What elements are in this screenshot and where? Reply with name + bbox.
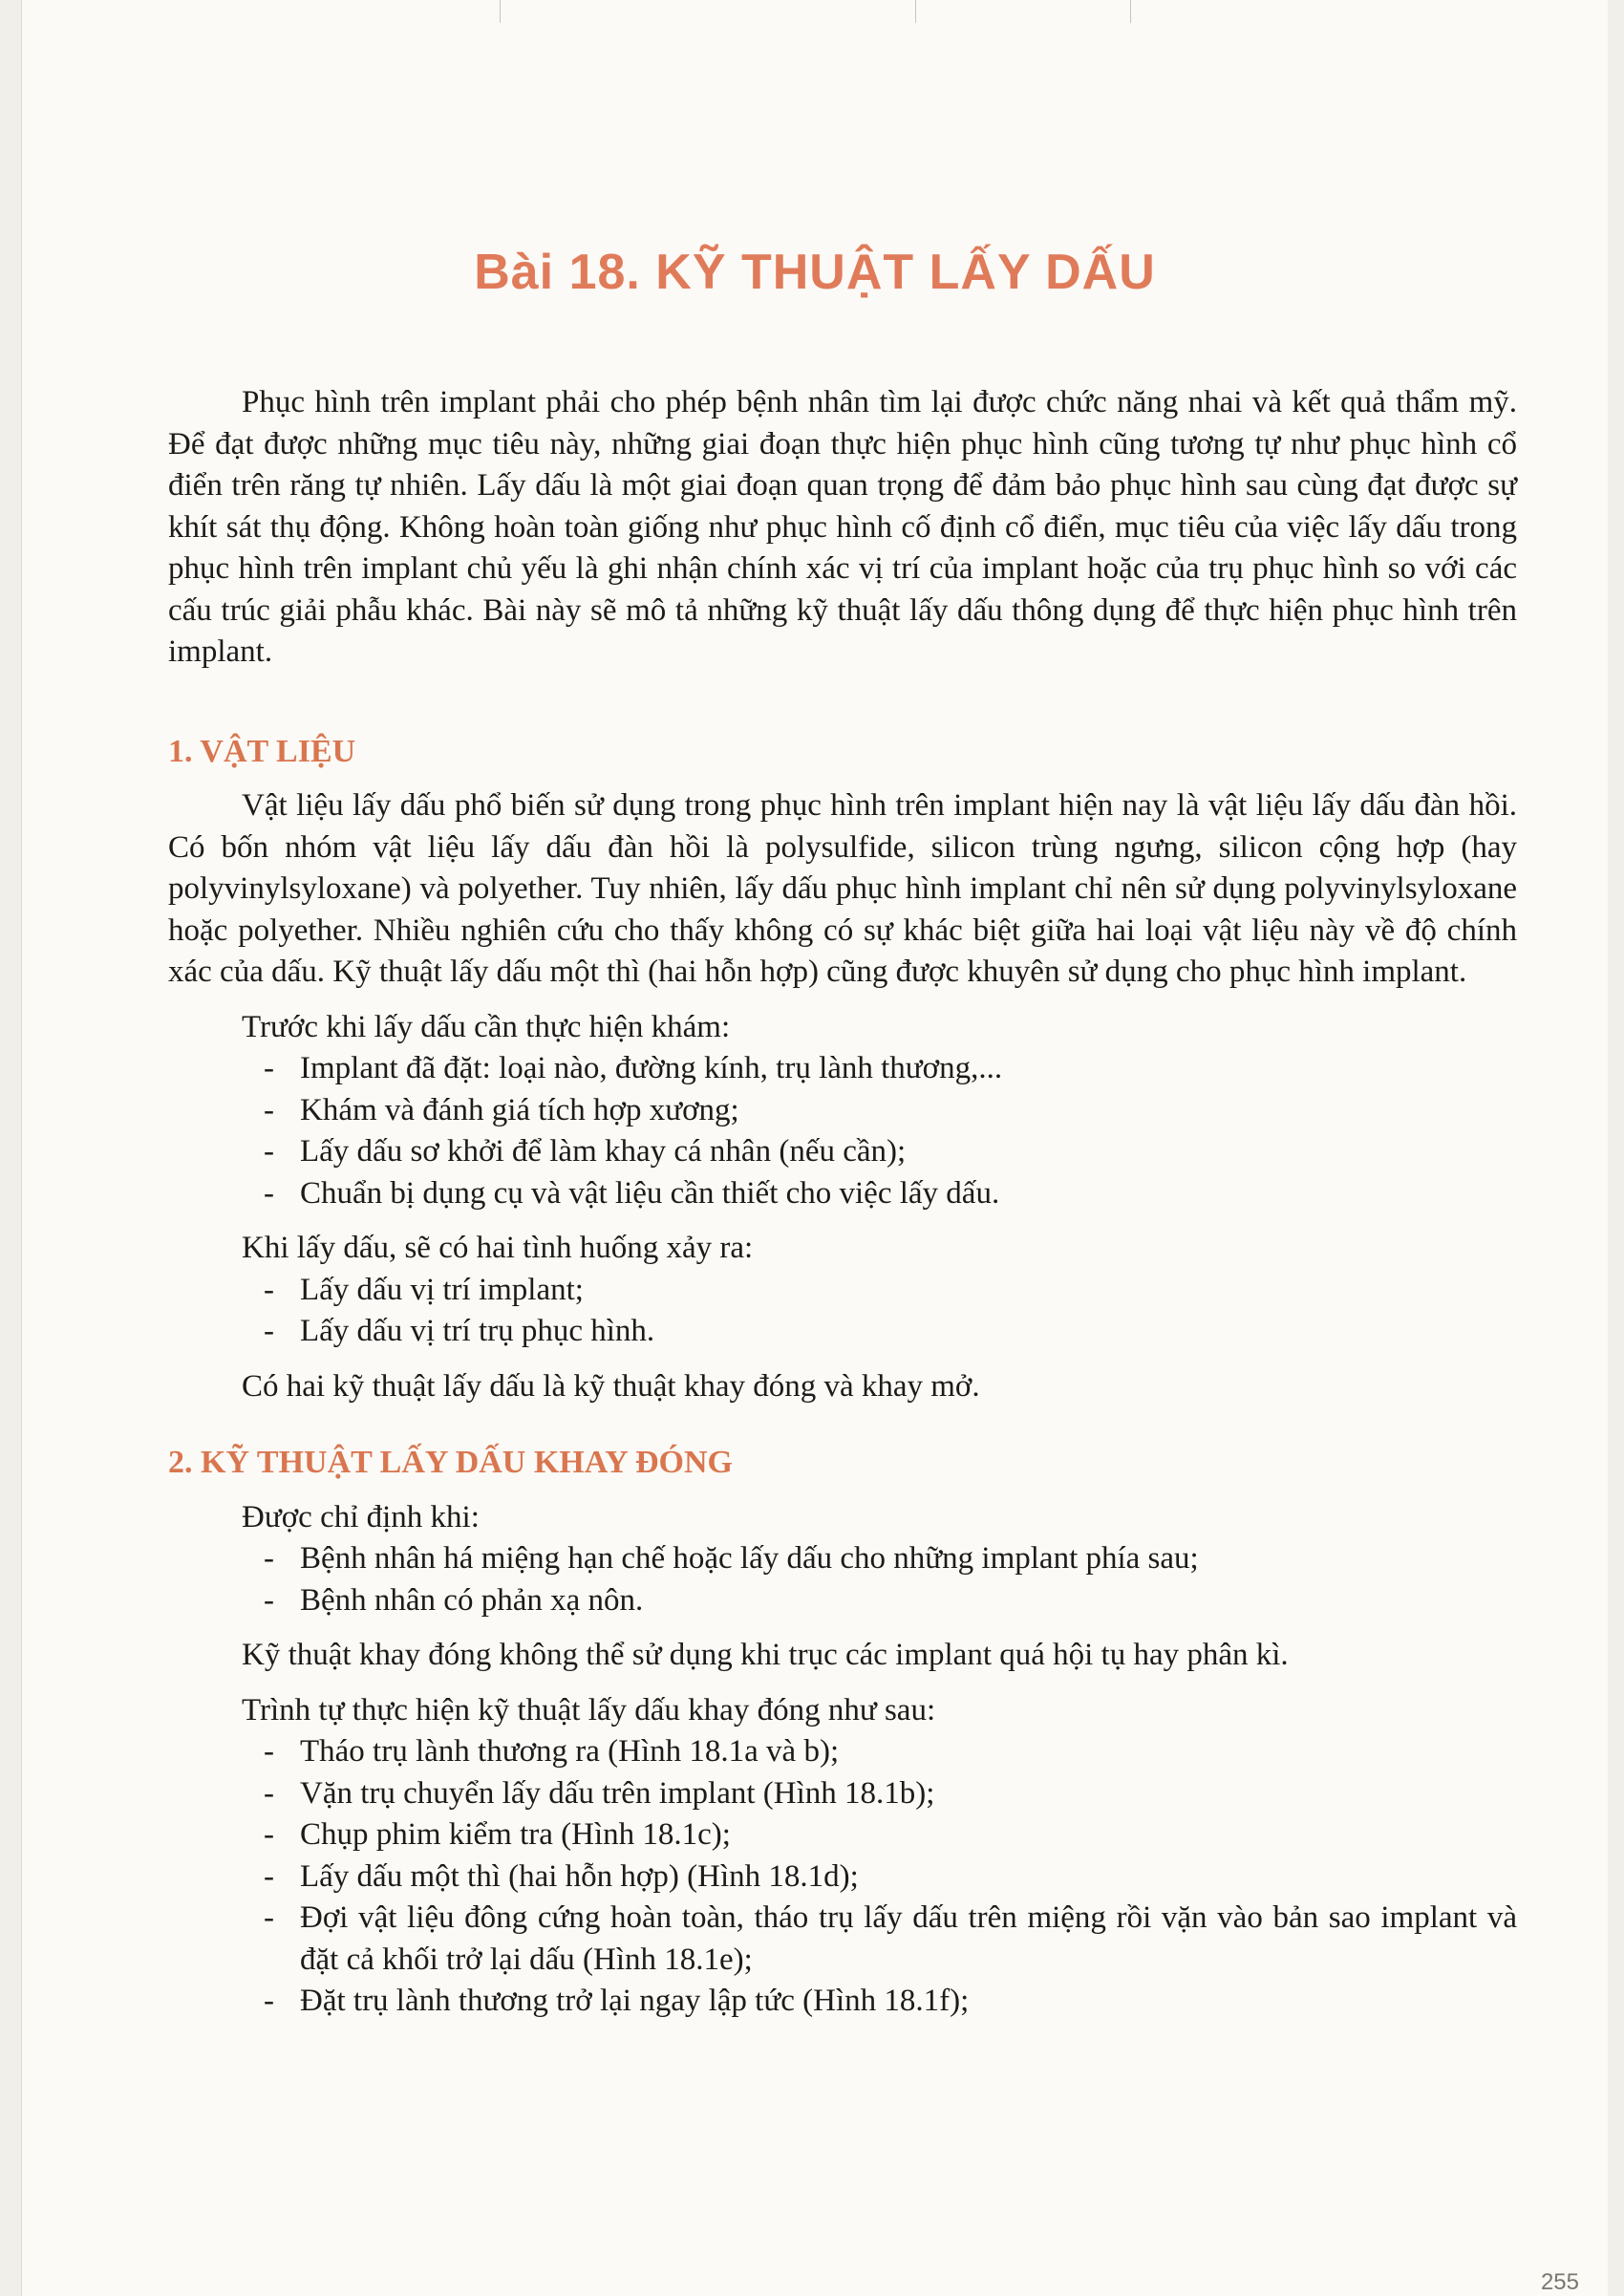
- list-item: - Tháo trụ lành thương ra (Hình 18.1a và b);: [264, 1734, 840, 1769]
- list-item: - Lấy dấu sơ khởi để làm khay cá nhân (nếu cần);: [264, 1134, 907, 1169]
- exam-lead: Trước khi lấy dấu cần thực hiện khám:: [242, 1009, 731, 1044]
- section-1-heading: 1. VẬT LIỆU: [168, 733, 356, 769]
- document-body: [168, 382, 1517, 2023]
- scan-edge-mark: [500, 0, 501, 23]
- steps-lead: Trình tự thực hiện kỹ thuật lấy dấu khay đóng như sau:: [242, 1692, 936, 1727]
- section-2-heading: 2. KỸ THUẬT LẤY DẤU KHAY ĐÓNG: [168, 1445, 733, 1480]
- list-item: - Chuẩn bị dụng cụ và vật liệu cần thiết cho việc lấy dấu.: [264, 1175, 1000, 1211]
- list-item: - Lấy dấu vị trí trụ phục hình.: [264, 1314, 655, 1348]
- steps-list: [168, 1731, 1517, 2023]
- section-1-closing: Có hai kỹ thuật lấy dấu là kỹ thuật khay đóng và khay mở.: [242, 1368, 980, 1404]
- exam-list: [168, 1048, 1517, 1214]
- list-item: - Lấy dấu vị trí implant;: [264, 1272, 584, 1307]
- situation-list: [168, 1270, 1517, 1353]
- list-item: - Lấy dấu một thì (hai hỗn hợp) (Hình 18.1d);: [264, 1858, 859, 1894]
- list-item: - Khám và đánh giá tích hợp xương;: [264, 1092, 739, 1127]
- list-item: - Đợi vật liệu đông cứng hoàn toàn, tháo trụ lấy dấu trên miệng rồi vặn vào bản sao implant và đặt cả khối trở lại dấu (Hình 18.1e);: [264, 1900, 1517, 1977]
- contraindication-text: Kỹ thuật khay đóng không thể sử dụng khi trục các implant quá hội tụ hay phân kì.: [242, 1638, 1289, 1672]
- intro-paragraph: Phục hình trên implant phải cho phép bệnh nhân tìm lại được chức năng nhai và kết quả thẩm mỹ. Để đạt được những mục tiêu này, những giai đoạn thực hiện phục hình cũng tương tự như phục hình cổ điển trên răng tự nhiên. Lấy dấu là một giai đoạn quan trọng để đảm bảo phục hình sau cùng đạt được sự khít sát thụ động. Không hoàn toàn giống như phục hình cố định cổ điển, mục tiêu của việc lấy dấu trong phục hình trên implant chủ yếu là ghi nhận chính xác vị trí của implant hoặc của trụ phục hình so với các cấu trúc giải phẫu khác. Bài này sẽ mô tả những kỹ thuật lấy dấu thông dụng để thực hiện phục hình trên implant.: [168, 385, 1517, 669]
- list-item: - Chụp phim kiểm tra (Hình 18.1c);: [264, 1817, 731, 1852]
- section-1-paragraph: Vật liệu lấy dấu phổ biến sử dụng trong phục hình trên implant hiện nay là vật liệu lấy dấu đàn hồi. Có bốn nhóm vật liệu lấy dấu đàn hồi là polysulfide, silicon trùng ngưng, silicon cộng hợp (hay polyvinylsyloxane) và polyether. Tuy nhiên, lấy dấu phục hình implant chỉ nên sử dụng polyvinylsyloxane hoặc polyether. Nhiều nghiên cứu cho thấy không có sự khác biệt giữa hai loại vật liệu này về độ chính xác của dấu. Kỹ thuật lấy dấu một thì (hai hỗn hợp) cũng được khuyên sử dụng cho phục hình implant.: [168, 788, 1517, 989]
- indication-lead: Được chỉ định khi:: [242, 1499, 480, 1534]
- situation-lead: Khi lấy dấu, sẽ có hai tình huống xảy ra:: [242, 1231, 754, 1265]
- indication-list: [168, 1538, 1517, 1621]
- list-item: - Bệnh nhân có phản xạ nôn.: [264, 1582, 644, 1618]
- list-item: - Đặt trụ lành thương trở lại ngay lập tức (Hình 18.1f);: [264, 1984, 970, 2018]
- scan-edge-mark: [1130, 0, 1131, 23]
- lesson-title: Bài 18. KỸ THUẬT LẤY DẤU: [474, 245, 1156, 300]
- document-page: [21, 0, 1608, 2296]
- list-item: - Vặn trụ chuyển lấy dấu trên implant (Hình 18.1b);: [264, 1775, 935, 1811]
- list-item: - Bệnh nhân há miệng hạn chế hoặc lấy dấu cho những implant phía sau;: [264, 1541, 1199, 1576]
- scan-edge-mark: [915, 0, 916, 23]
- page-number: 255: [1540, 2269, 1579, 2295]
- list-item: - Implant đã đặt: loại nào, đường kính, trụ lành thương,...: [264, 1051, 1003, 1085]
